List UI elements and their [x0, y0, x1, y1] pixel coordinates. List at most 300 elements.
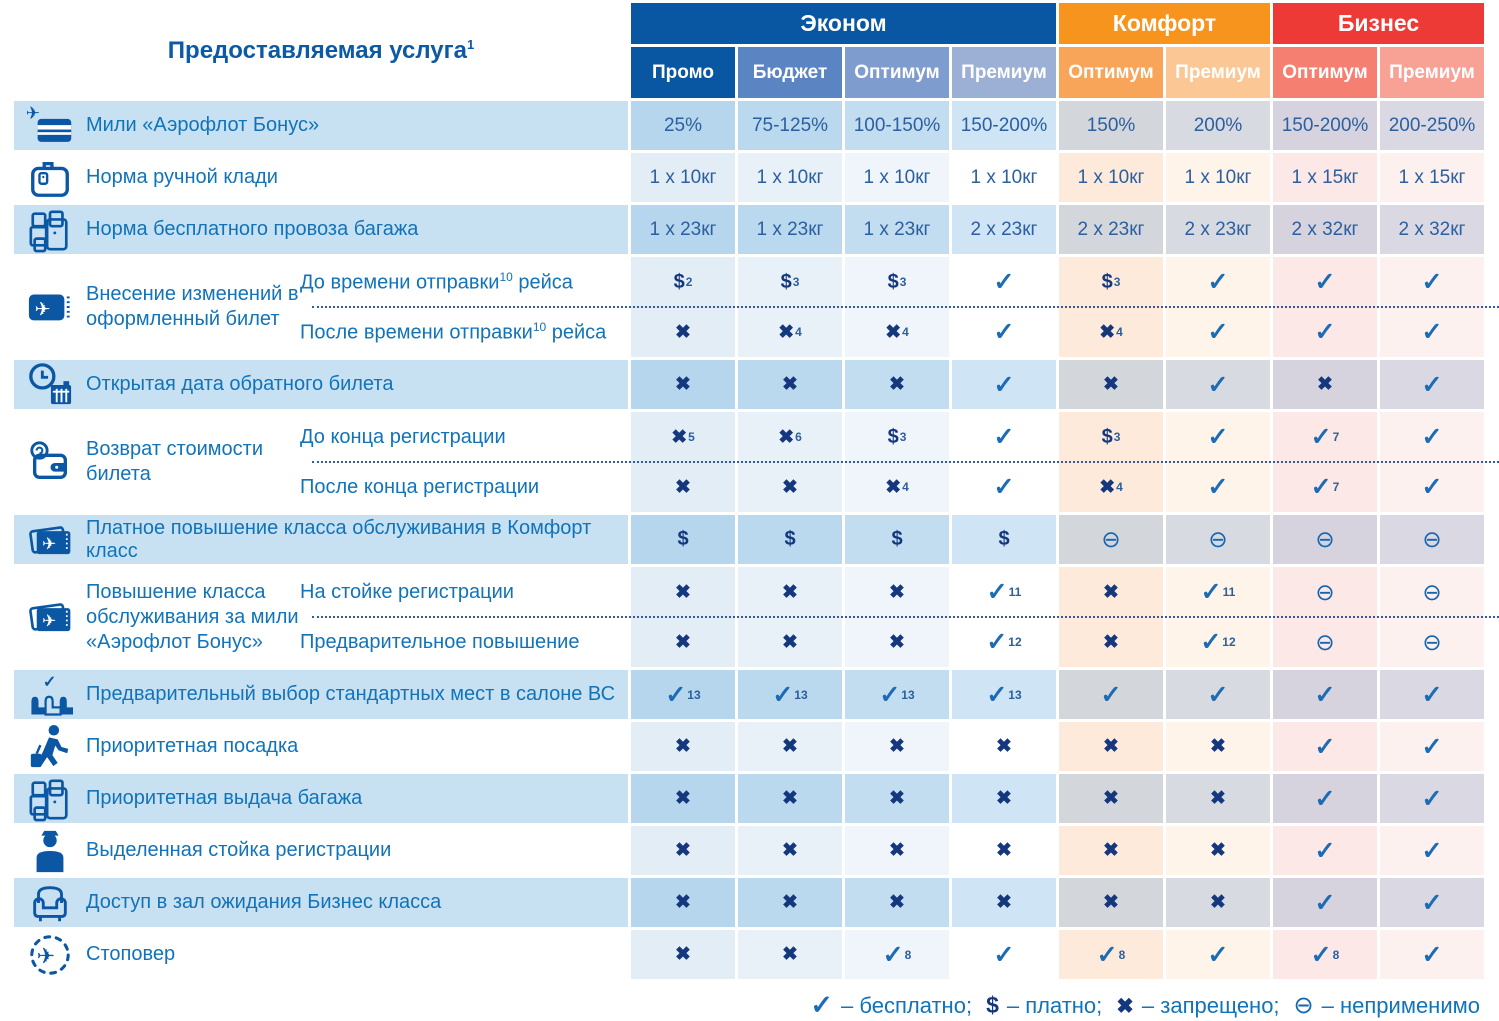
row-group-label: Повышение класса обслуживания за мили «Аэрофлот Бонус» [86, 580, 299, 653]
row-label: Норма ручной клади [86, 166, 278, 188]
value-cell [952, 774, 1056, 823]
check-icon: ✓ [986, 578, 1008, 606]
value-cell [952, 515, 1056, 564]
cross-icon: ✖ [1099, 321, 1116, 343]
legend-text: – бесплатно; [841, 992, 973, 1018]
value-cell [1273, 670, 1377, 719]
not-applicable-icon: ⊖ [1315, 526, 1335, 552]
column-group-header: Эконом [631, 3, 1056, 44]
cross-icon: ✖ [778, 426, 795, 448]
check-icon: ✓ [986, 680, 1008, 709]
dollar-icon: $ [1101, 270, 1113, 293]
check-icon: ✓ [665, 680, 687, 709]
not-applicable-icon: ⊖ [1208, 526, 1228, 552]
check-icon: ✓ [1200, 628, 1222, 656]
check-icon: ✓ [993, 423, 1015, 451]
dollar-icon: $ [677, 528, 689, 550]
cross-icon: ✖ [675, 321, 691, 343]
check-icon: ✓ [1314, 318, 1336, 346]
value-cell [738, 360, 842, 409]
value-cell [845, 670, 949, 719]
value-cell [1273, 722, 1377, 771]
value-cell: 1 x 15кг [1273, 153, 1377, 202]
value-superscript: 7 [1332, 480, 1340, 494]
cross-icon: ✖ [889, 374, 905, 395]
cross-icon: ✖ [889, 788, 905, 809]
row-label: Платное повышение класса обслуживания в Комфорт класс [86, 516, 592, 562]
check-icon: ✓ [993, 268, 1015, 296]
value-superscript: 4 [795, 325, 802, 339]
check-icon: ✓ [1421, 680, 1443, 709]
value-superscript: 13 [687, 687, 701, 702]
cross-icon: ✖ [1103, 840, 1119, 861]
check-icon: ✓ [1421, 940, 1443, 969]
value-cell-half [1380, 412, 1484, 462]
row-label: Выделенная стойка регистрации [86, 839, 392, 861]
value-cell [1380, 670, 1484, 719]
value-cell [1166, 722, 1270, 771]
value-cell: 2 x 23кг [1059, 205, 1163, 254]
value-cell: 1 x 23кг [631, 205, 735, 254]
table-row [14, 878, 1499, 927]
value-cell [845, 722, 949, 771]
value-cell: 25% [631, 101, 735, 150]
value-cell: 1 x 23кг [845, 205, 949, 254]
value-cell-half [1273, 257, 1377, 307]
value-cell [952, 722, 1056, 771]
not-applicable-icon: ⊖ [1315, 578, 1335, 605]
value-cell: 1 x 10кг [631, 153, 735, 202]
dollar-icon: $ [1101, 425, 1113, 448]
column-header: Премиум [1166, 47, 1270, 98]
value-cell [1059, 670, 1163, 719]
column-group-header: Бизнес [1273, 3, 1484, 44]
value-cell-half [952, 617, 1056, 667]
column-header: Промо [631, 47, 735, 98]
value-cell-half [1059, 412, 1163, 462]
check-icon: ✓ [1310, 940, 1332, 969]
value-cell-half [845, 617, 949, 667]
row-label-cell [14, 360, 628, 409]
check-icon: ✓ [993, 318, 1015, 346]
value-cell-half [1380, 307, 1484, 357]
value-cell-half [1166, 412, 1270, 462]
check-icon: ✓ [1421, 732, 1443, 761]
value-cell [738, 930, 842, 979]
cross-icon: ✖ [1210, 892, 1226, 913]
page-title [168, 37, 474, 65]
value-cell-half [631, 462, 735, 512]
column-header: Оптимум [1273, 47, 1377, 98]
value-cell-half [1380, 617, 1484, 667]
row-label-cell [14, 153, 628, 202]
check-icon: ✓ [1421, 423, 1443, 451]
value-cell: 150% [1059, 101, 1163, 150]
value-cell [1273, 360, 1377, 409]
cross-icon: ✖ [1210, 840, 1226, 861]
value-cell-half [1166, 462, 1270, 512]
value-cell-half [1273, 617, 1377, 667]
cross-icon: ✖ [675, 736, 691, 757]
cross-icon: ✖ [675, 944, 691, 965]
check-icon: ✓ [1421, 836, 1443, 865]
dollar-icon: $ [887, 270, 899, 293]
column-header: Бюджет [738, 47, 842, 98]
check-icon: ✓ [1100, 680, 1122, 709]
table-row [14, 930, 1499, 979]
cross-icon: ✖ [889, 736, 905, 757]
value-superscript: 13 [794, 687, 808, 702]
cross-icon: ✖ [996, 788, 1012, 809]
value-cell [845, 515, 949, 564]
value-superscript: 3 [1113, 275, 1121, 289]
table-row [14, 722, 1499, 771]
value-cell-half [1380, 462, 1484, 512]
cross-icon: ✖ [675, 581, 691, 603]
cross-icon: ✖ [782, 581, 798, 603]
check-icon: ✓ [993, 370, 1015, 399]
table-row [14, 515, 1499, 564]
service-table-body [14, 101, 1499, 979]
value-superscript: 3 [899, 430, 907, 444]
value-cell-half [1059, 307, 1163, 357]
legend-symbol [1294, 991, 1314, 1020]
row-label: Доступ в зал ожидания Бизнес класса [86, 891, 442, 913]
table-row [14, 670, 1499, 719]
cross-icon: ✖ [675, 892, 691, 913]
value-cell: 1 x 23кг [738, 205, 842, 254]
sub-row-label-half [300, 307, 628, 357]
sub-row-label: До конца регистрации [300, 425, 506, 448]
value-superscript: 11 [1008, 585, 1022, 599]
value-cell: 100-150% [845, 101, 949, 150]
value-cell [1059, 722, 1163, 771]
table-row [14, 774, 1499, 823]
row-label-cell [14, 515, 628, 564]
value-cell [1059, 930, 1163, 979]
cross-icon: ✖ [1103, 631, 1119, 653]
legend-symbol [1116, 993, 1134, 1019]
value-cell [631, 670, 735, 719]
value-cell [1166, 670, 1270, 719]
value-cell [738, 722, 842, 771]
check-icon: ✓ [1200, 578, 1222, 606]
sub-row-label-half [300, 462, 628, 512]
table-row [14, 205, 1499, 254]
column-header: Премиум [952, 47, 1056, 98]
value-cell [845, 878, 949, 927]
cross-icon: ✖ [996, 840, 1012, 861]
row-group-label: Возврат стоимости билета [86, 438, 263, 485]
dotted-divider [312, 461, 1499, 463]
cross-icon: ✖ [1103, 892, 1119, 913]
dollar-icon: $ [784, 528, 796, 550]
page-title-sup: 1 [466, 36, 475, 52]
check-icon: ✓ [1421, 473, 1443, 501]
not-applicable-icon: ⊖ [1422, 578, 1442, 605]
value-superscript: 4 [902, 325, 909, 339]
cross-icon: ✖ [889, 840, 905, 861]
dotted-divider [312, 616, 1499, 618]
value-cell [1273, 515, 1377, 564]
value-cell-half [631, 307, 735, 357]
value-cell [845, 930, 949, 979]
value-cell-half [738, 412, 842, 462]
check-icon: ✓ [1314, 732, 1336, 761]
cross-icon: ✖ [1103, 788, 1119, 809]
ticket-change-icon [14, 284, 86, 330]
value-cell [1380, 774, 1484, 823]
row-label: Приоритетная выдача багажа [86, 787, 363, 809]
value-cell [845, 826, 949, 875]
value-cell [1273, 774, 1377, 823]
value-superscript: 12 [1222, 635, 1236, 649]
dollar-icon: $ [986, 992, 999, 1018]
value-cell: 200-250% [1380, 101, 1484, 150]
value-cell [1166, 515, 1270, 564]
dollar-icon: $ [780, 270, 792, 293]
check-icon: ✓ [1314, 784, 1336, 813]
value-cell [1166, 930, 1270, 979]
value-cell-half [1059, 617, 1163, 667]
column-group-header: Комфорт [1059, 3, 1270, 44]
check-icon: ✓ [1207, 423, 1229, 451]
value-cell-half [845, 462, 949, 512]
row-label: Стоповер [86, 943, 176, 965]
check-icon: ✓ [1207, 318, 1229, 346]
cross-icon: ✖ [889, 581, 905, 603]
column-header: Оптимум [1059, 47, 1163, 98]
cross-icon: ✖ [782, 788, 798, 809]
check-icon: ✓ [1421, 888, 1443, 917]
value-superscript: 13 [1008, 687, 1022, 702]
cross-icon: ✖ [1103, 581, 1119, 603]
legend-text: – неприменимо [1321, 992, 1480, 1018]
dollar-icon: $ [887, 425, 899, 448]
legend-symbol [810, 990, 833, 1021]
value-cell-half [1380, 567, 1484, 617]
row-label-cell [14, 101, 628, 150]
cross-icon: ✖ [885, 476, 902, 498]
value-cell-half [631, 257, 735, 307]
check-icon: ✓ [882, 940, 904, 969]
value-cell: 75-125% [738, 101, 842, 150]
check-icon: ✓ [810, 990, 834, 1020]
value-cell-half [1166, 567, 1270, 617]
table-row [14, 101, 1499, 150]
value-cell-half [952, 462, 1056, 512]
sub-row-label-half [300, 567, 628, 617]
value-cell: 200% [1166, 101, 1270, 150]
value-cell: 2 x 32кг [1380, 205, 1484, 254]
value-cell [1380, 878, 1484, 927]
value-superscript: 8 [1332, 947, 1340, 962]
value-cell-half [845, 412, 949, 462]
sub-row-label-half [300, 257, 628, 307]
row-label-cell [14, 722, 628, 771]
row-label-cell [14, 774, 628, 823]
sub-row-label: После времени отправки$^{10}$ рейса [300, 319, 607, 344]
value-cell: 2 x 32кг [1273, 205, 1377, 254]
cross-icon: ✖ [996, 892, 1012, 913]
check-icon: ✓ [1314, 888, 1336, 917]
check-icon: ✓ [1096, 940, 1118, 969]
value-cell-half [952, 412, 1056, 462]
value-cell-half [738, 617, 842, 667]
miles-upgrade-ticket-icon [14, 594, 86, 640]
value-cell [1059, 360, 1163, 409]
check-icon: ✓ [986, 628, 1008, 656]
cross-icon: ✖ [996, 736, 1012, 757]
value-cell-half [631, 567, 735, 617]
check-icon: ✓ [1310, 423, 1332, 451]
check-icon: ✓ [1421, 370, 1443, 399]
dotted-divider [312, 306, 1499, 308]
value-cell [1380, 722, 1484, 771]
sub-row-label: До времени отправки$^{10}$ рейса [300, 269, 573, 294]
legend [14, 982, 1484, 1021]
value-cell [1273, 930, 1377, 979]
miles-card-icon [14, 103, 86, 149]
value-superscript: 3 [899, 275, 907, 289]
dollar-icon: $ [998, 528, 1010, 550]
value-cell [952, 360, 1056, 409]
value-cell [952, 826, 1056, 875]
table-header [14, 3, 1499, 98]
value-cell-half [631, 412, 735, 462]
value-cell [1380, 826, 1484, 875]
value-cell [738, 774, 842, 823]
check-icon: ✓ [1310, 473, 1332, 501]
value-cell [1380, 515, 1484, 564]
cross-icon: ✖ [782, 892, 798, 913]
value-cell: 1 x 10кг [952, 153, 1056, 202]
value-cell: 1 x 10кг [845, 153, 949, 202]
priority-boarding-icon [14, 724, 86, 770]
value-cell [952, 878, 1056, 927]
value-cell-half [952, 307, 1056, 357]
cross-icon: ✖ [675, 476, 691, 498]
value-cell [952, 670, 1056, 719]
not-applicable-icon: ⊖ [1422, 628, 1442, 655]
value-cell [1380, 360, 1484, 409]
value-superscript: 13 [901, 687, 915, 702]
check-icon: ✓ [1207, 940, 1229, 969]
check-icon: ✓ [1421, 318, 1443, 346]
not-applicable-icon: ⊖ [1422, 526, 1442, 552]
legend-text: – запрещено; [1141, 992, 1280, 1018]
value-cell-half [738, 307, 842, 357]
value-superscript: 8 [904, 947, 912, 962]
table-row [14, 412, 1499, 512]
value-cell-half [631, 617, 735, 667]
value-cell: 2 x 23кг [952, 205, 1056, 254]
cross-icon: ✖ [675, 631, 691, 653]
cross-icon: ✖ [782, 374, 798, 395]
check-icon: ✓ [1421, 268, 1443, 296]
dollar-icon: $ [891, 528, 903, 550]
value-cell [738, 515, 842, 564]
legend-symbol [986, 992, 999, 1019]
value-superscript: 3 [792, 275, 800, 289]
cross-icon: ✖ [1210, 736, 1226, 757]
hand-luggage-icon [14, 155, 86, 201]
value-superscript: 4 [1116, 325, 1123, 339]
value-cell-half [845, 257, 949, 307]
table-row [14, 360, 1499, 409]
cross-icon: ✖ [1116, 994, 1134, 1018]
cross-icon: ✖ [671, 426, 688, 448]
table-row [14, 153, 1499, 202]
value-cell: 150-200% [1273, 101, 1377, 150]
value-cell [1166, 826, 1270, 875]
row-label: Предварительный выбор стандартных мест в салоне ВС [86, 683, 616, 705]
value-cell [1166, 360, 1270, 409]
row-label: Норма бесплатного провоза багажа [86, 218, 419, 240]
cross-icon: ✖ [778, 321, 795, 343]
value-cell-half [1059, 462, 1163, 512]
value-cell: 1 x 10кг [1059, 153, 1163, 202]
check-icon: ✓ [772, 680, 794, 709]
cross-icon: ✖ [675, 840, 691, 861]
value-superscript: 12 [1008, 635, 1022, 649]
check-icon: ✓ [1207, 268, 1229, 296]
legend-item [1116, 993, 1279, 1019]
value-superscript: 2 [685, 275, 693, 289]
value-superscript: 8 [1118, 947, 1126, 962]
legend-item [1294, 991, 1480, 1020]
stopover-icon [14, 932, 86, 978]
value-cell-half [1273, 412, 1377, 462]
cross-icon: ✖ [782, 944, 798, 965]
lounge-icon [14, 880, 86, 926]
check-icon: ✓ [879, 680, 901, 709]
sub-row-label-half [300, 617, 628, 667]
row-label-cell [14, 670, 628, 719]
row-label-cell [14, 826, 628, 875]
value-cell [631, 930, 735, 979]
row-label-cell [14, 205, 628, 254]
row-label: Приоритетная посадка [86, 735, 299, 757]
check-icon: ✓ [1314, 680, 1336, 709]
row-label-cell [14, 878, 628, 927]
cross-icon: ✖ [782, 736, 798, 757]
cross-icon: ✖ [1103, 374, 1119, 395]
cross-icon: ✖ [1099, 476, 1116, 498]
value-cell [631, 360, 735, 409]
cross-icon: ✖ [782, 840, 798, 861]
check-icon: ✓ [1207, 680, 1229, 709]
check-icon: ✓ [993, 473, 1015, 501]
value-cell-half [1380, 257, 1484, 307]
value-cell-half [1273, 307, 1377, 357]
open-date-icon [14, 362, 86, 408]
cross-icon: ✖ [675, 374, 691, 395]
sub-row-label: После конца регистрации [300, 475, 540, 498]
value-cell [1273, 878, 1377, 927]
value-cell [631, 826, 735, 875]
value-cell [1059, 515, 1163, 564]
value-cell-half [952, 567, 1056, 617]
value-cell [738, 878, 842, 927]
check-icon: ✓ [1314, 268, 1336, 296]
value-superscript: 6 [795, 430, 802, 444]
dollar-icon: $ [673, 270, 685, 293]
legend-item [810, 990, 972, 1021]
value-cell: 1 x 10кг [738, 153, 842, 202]
value-superscript: 11 [1222, 585, 1236, 599]
value-cell-half [1166, 307, 1270, 357]
